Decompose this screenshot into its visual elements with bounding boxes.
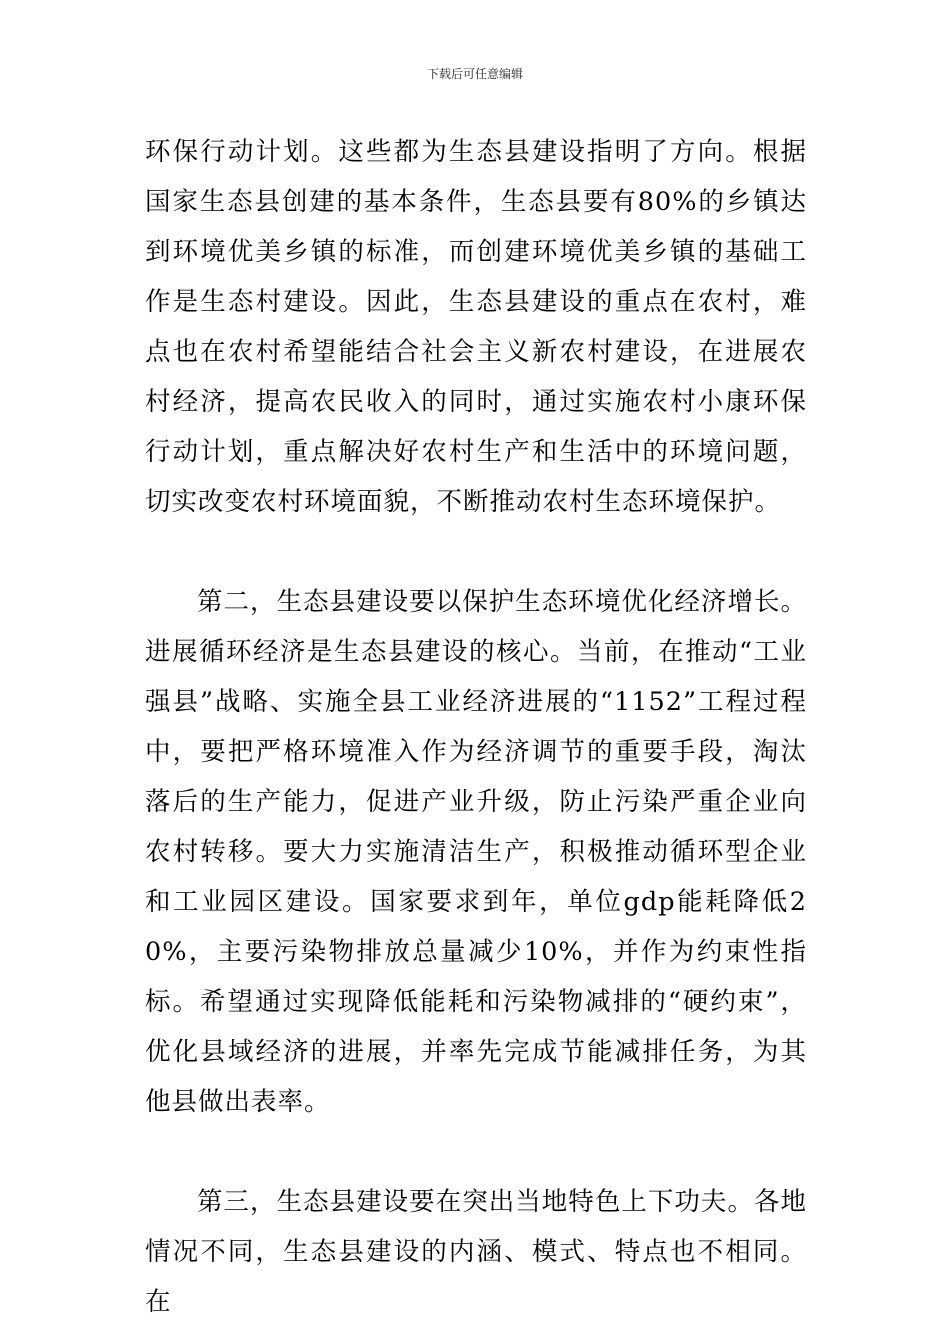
paragraph-1: 环保行动计划。这些都为生态县建设指明了方向。根据国家生态县创建的基本条件，生态县要有80%的乡镇达到环境优美乡镇的标准，而创建环境优美乡镇的基础工作是生态村建设。因此，生态县建设的重点在农村，难点也在农村希望能结合社会主义新农村建设，在进展农村经济，提高农民收入的同时，通过实施农村小康环保行动计划，重点解决好农村生产和生活中的环境问题，切实改变农村环境面貌，不断推动农村生态环境保护。 <box>145 137 807 517</box>
paragraph-3: 第三，生态县建设要在突出当地特色上下功夫。各地情况不同，生态县建设的内涵、模式、特点也不相同。在 <box>145 1187 807 1317</box>
paragraph-2: 第二，生态县建设要以保护生态环境优化经济增长。进展循环经济是生态县建设的核心。当前，在推动“工业强县”战略、实施全县工业经济进展的“1152”工程过程中，要把严格环境准入作为经济调节的重要手段，淘汰落后的生产能力，促进产业升级，防止污染严重企业向农村转移。要大力实施清洁生产，积极推动循环型企业和工业园区建设。国家要求到年，单位gdp能耗降低20%，主要污染物排放总量减少10%，并作为约束性指标。希望通过实现降低能耗和污染物减排的“硬约束”，优化县域经济的进展，并率先完成节能减排任务，为其他县做出表率。 <box>145 587 807 1117</box>
paragraph-spacer <box>145 1127 807 1177</box>
paragraph-spacer <box>145 527 807 577</box>
document-body <box>145 127 807 1327</box>
page-header: 下载后可任意编辑 <box>426 67 523 81</box>
